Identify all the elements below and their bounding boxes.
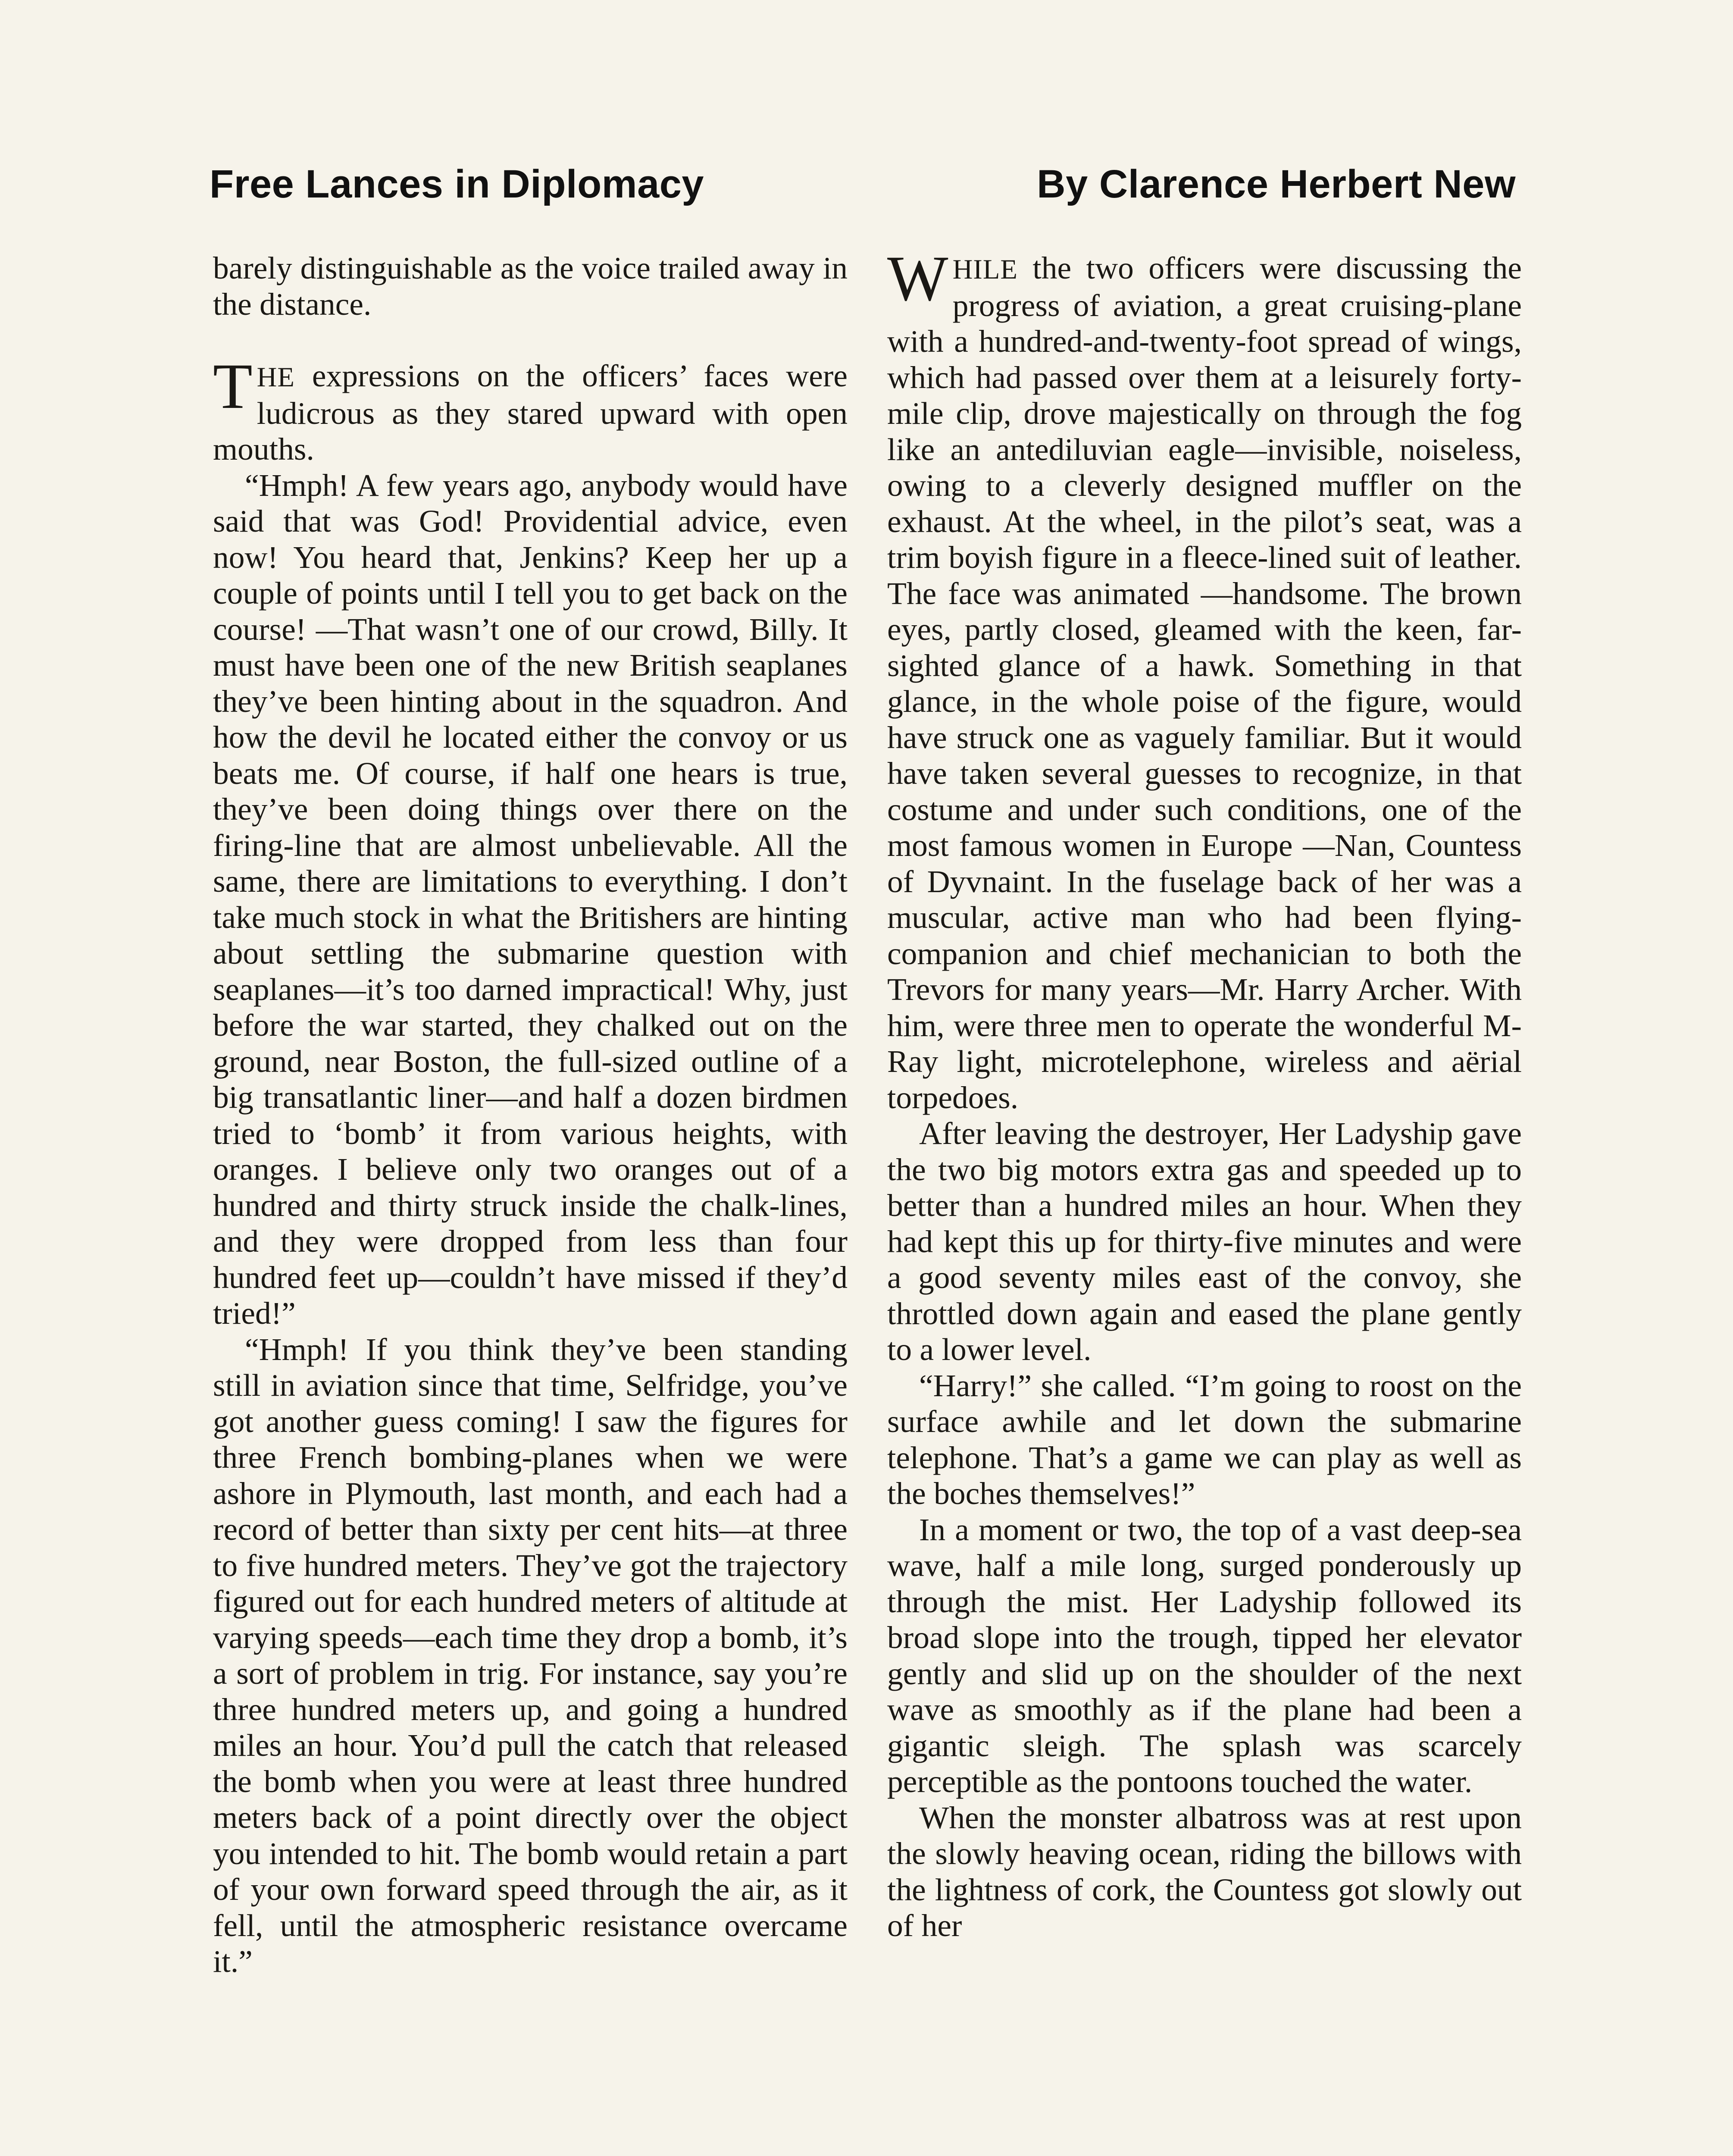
paragraph: After leaving the destroyer, Her Ladyship gave the two big motors extra gas and speeded up to better than a hundred miles an hour. When they had kept this up for thirty-five minutes and were a good seventy miles east of the convoy, she throttled down again and eased the plane gently to a lower level. bbox=[887, 1116, 1522, 1367]
author-byline: By Clarence Herbert New bbox=[1037, 162, 1516, 206]
paragraph: barely distinguishable as the voice trailed away in the distance. bbox=[213, 251, 848, 322]
paragraph: “Hmph! A few years ago, anybody would have said that was God! Providential advice, even now! You heard that, Jenkins? Keep her up a couple of points until I tell you to get back on the course! —That wasn’t one of our crowd, Billy. It must have been one of the new British seaplanes they’ve been hinting about in the squadron. And how the devil he located either the convoy or us beats me. Of course, if half one hears is true, they’ve been doing things over there on the firing-line that are almost unbelievable. All the same, there are limitations to everything. I don’t take much stock in what the Britishers are hinting about settling the submarine question with seaplanes—it’s too darned impractical! Why, just before the war started, they chalked out on the ground, near Boston, the full-sized outline of a big transatlantic liner—and half a dozen birdmen tried to ‘bomb’ it from various heights, with oranges. I believe only two oranges out of a hundred and thirty struck inside the chalk-lines, and they were dropped from less than four hundred feet up—couldn’t have missed if they’d tried!” bbox=[213, 467, 848, 1331]
paragraph-text: expressions on the officers’ faces were ludicrous as they stared upward with open mouths. bbox=[213, 358, 848, 467]
section-opening-paragraph bbox=[213, 351, 848, 467]
small-caps-lead: HILE bbox=[952, 254, 1018, 285]
right-column bbox=[887, 243, 1522, 1944]
small-caps-lead: HE bbox=[257, 361, 295, 392]
drop-cap: W bbox=[887, 243, 948, 314]
paragraph: “Hmph! If you think they’ve been standing still in aviation since that time, Selfridge, you’ve got another guess coming! I saw the figures for three French bombing-planes when we were ashore in Plymouth, last month, and each had a record of better than sixty per cent hits—at three to five hundred meters. They’ve got the trajectory figured out for each hundred meters of altitude at varying speeds—each time they drop a bomb, it’s a sort of problem in trig. For instance, say you’re three hundred meters up, and going a hundred miles an hour. You’d pull the catch that released the bomb when you were at least three hundred meters back of a point directly over the object you intended to hit. The bomb would retain a part of your own forward speed through the air, as it fell, until the atmospheric resistance overcame it.” bbox=[213, 1332, 848, 1979]
paragraph: “Harry!” she called. “I’m going to roost on the surface awhile and let down the submarine telephone. That’s a game we can play as well as the boches themselves!” bbox=[887, 1368, 1522, 1511]
section-opening-paragraph bbox=[887, 243, 1522, 1116]
paragraph: When the monster albatross was at rest upon the slowly heaving ocean, riding the billows with the lightness of cork, the Countess got slowly out of her bbox=[887, 1800, 1522, 1943]
left-column bbox=[213, 250, 848, 1980]
drop-cap: T bbox=[213, 351, 253, 422]
running-head bbox=[210, 162, 1516, 218]
paragraph-text: the two officers were discussing the progress of aviation, a great cruising-plane with a hundred-and-twenty-foot spread of wings, which had passed over them at a leisurely forty-mile clip, drove majestically on through the fog like an antediluvian eagle—invisible, noiseless, owing to a cleverly designed muffler on the exhaust. At the wheel, in the pilot’s seat, was a trim boyish figure in a fleece-lined suit of leather. The face was animated —handsome. The brown eyes, partly closed, gleamed with the keen, far-sighted glance of a hawk. Something in that glance, in the whole poise of the figure, would have struck one as vaguely familiar. But it would have taken several guesses to recognize, in that costume and under such conditions, one of the most famous women in Europe —Nan, Countess of Dyvnaint. In the fuselage back of her was a muscular, active man who had been flying-companion and chief mechanician to both the Trevors for many years—Mr. Harry Archer. With him, were three men to operate the wonderful M-Ray light, microtelephone, wireless and aërial torpedoes. bbox=[887, 251, 1522, 1115]
paragraph: In a moment or two, the top of a vast deep-sea wave, half a mile long, surged ponderously up through the mist. Her Ladyship followed its broad slope into the trough, tipped her elevator gently and slid up on the shoulder of the next wave as smoothly as if the plane had been a gigantic sleigh. The splash was scarcely perceptible as the pontoons touched the water. bbox=[887, 1512, 1522, 1799]
story-title: Free Lances in Diplomacy bbox=[210, 162, 704, 206]
